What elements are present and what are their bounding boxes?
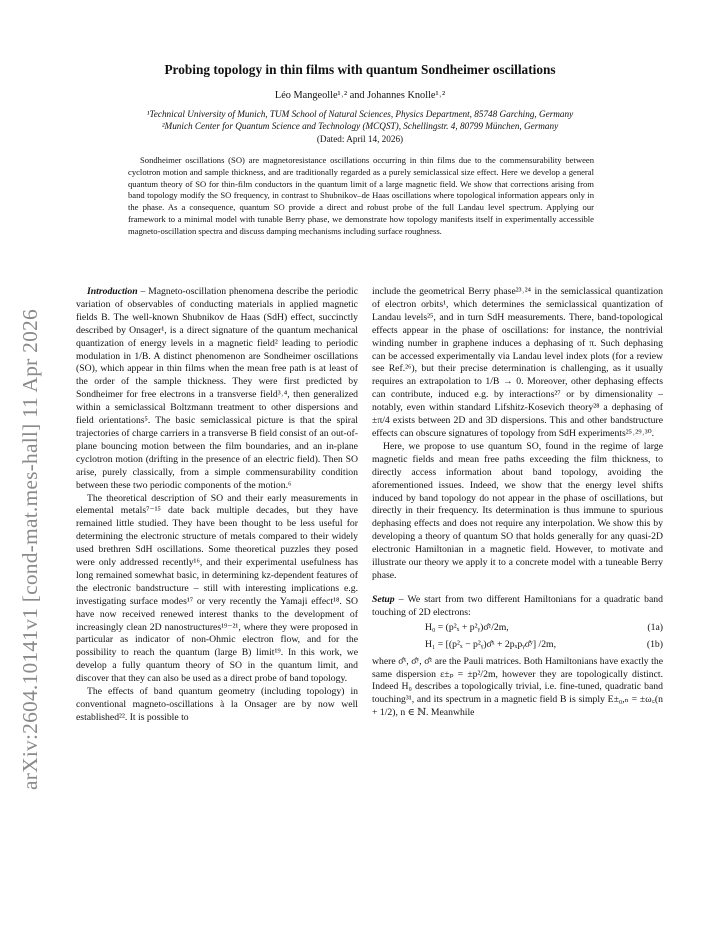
introduction-heading: Introduction bbox=[87, 286, 138, 297]
date-line: (Dated: April 14, 2026) bbox=[316, 134, 404, 144]
equation-1b bbox=[372, 639, 663, 654]
equation-number: (1b) bbox=[646, 638, 663, 650]
body-paragraph: The effects of band quantum geometry (including topology) in conventional magneto-oscillations à la Onsager are by now well established²². It is possible to bbox=[76, 686, 358, 723]
paper-title: Probing topology in thin films with quantum Sondheimer oscillations bbox=[164, 62, 556, 77]
affiliation-2: ²Munich Center for Quantum Science and Technology (MCQST), Schellingstr. 4, 80799 München, Germany bbox=[161, 121, 559, 131]
left-column bbox=[76, 286, 358, 725]
body-paragraph: Here, we propose to use quantum SO, found in the regime of large magnetic fields and mean free paths exceeding the film thickness, to directly access information about band topology, avoiding the aforementioned issues. Indeed, we show that the energy level shifts induced by band topology do not appear in the phase of oscillations, but directly in their frequency. Its determination is thus immune to spurious dephasing effects and does not require any interpolation. We show this by developing a theory of quantum SO that holds generally for any quasi-2D electronic Hamiltonian in a magnetic field. However, to motivate and illustrate our theory we apply it to a concrete model with a tuneable Berry phase. bbox=[372, 440, 663, 581]
body-paragraph: where σ̂ˣ, σ̂ʸ, σ̂ᶻ are the Pauli matrices. Both Hamiltonians have exactly the same dispersion ε±ₚ = ±p²/2m, however they are topologically distinct. Indeed H₀ describes a topologically trivial, i.e. fine-tuned, quadratic band touching³¹, and its spectrum in a magnetic field B is simply E±₀,ₙ = ±ω꜀(n + 1/2), n ∈ ℕ. Meanwhile bbox=[372, 655, 663, 719]
equation-body: H₀ = (p²ₓ + p²ᵧ)σ̂ᶻ/2m, bbox=[425, 621, 509, 633]
abstract: Sondheimer oscillations (SO) are magnetoresistance oscillations occurring in thin films due to the commensurability between cyclotron motion and sample thickness, and are traditionally regarded as a purely semiclassical size effect. Here we develop a general quantum theory of SO for thin-film conductors in the quantum limit of a large magnetic field. We show that corrections arising from band topology modify the SO frequency, in contrast to Shubnikov–de Haas oscillations where topological information appears only in the phase. As a consequence, quantum SO provide a direct and robust probe of the full Landau level spectrum. Applying our framework to a minimal model with tunable Berry phase, we demonstrate how topology manifests itself in experimentally accessible magneto-oscillation spectra and discuss damping mechanisms including surface roughness. bbox=[128, 155, 594, 236]
setup-paragraph bbox=[372, 594, 663, 620]
setup-heading: Setup bbox=[372, 593, 395, 605]
setup-text: – We start from two different Hamiltonians for a quadratic band touching of 2D electrons: bbox=[372, 593, 663, 618]
intro-paragraph bbox=[76, 286, 358, 493]
equation-number: (1a) bbox=[647, 621, 663, 633]
equation-body: H₁ = [(p²ₓ − p²ᵧ)σ̂ˣ + 2pₓpᵧσ̂ʸ] /2m, bbox=[425, 638, 557, 650]
body-paragraph: The theoretical description of SO and their early measurements in elemental metals⁷⁻¹⁵ date back multiple decades, but they have remained little studied. They have been thought to be less useful for determining the electronic structure of metals compared to their widely used brethren SdH oscillations. Some theoretical puzzles they posed were only addressed recently¹⁶, and their experimental usefulness has long remained somewhat basic, in determining kz-dependent features of the electronic bandstructure – still with interesting implications e.g. investigating surface modes¹⁷ or very recently the Yamaji effect¹⁸. SO have now received renewed interest thanks to the development of increasingly clean 2D nanostructures¹⁹⁻²¹, where they were proposed in particular as indicator of non-Ohmic electron flow, and for the possibility to reach the quantum (large B) limit¹⁹. In this work, we develop a fully quantum theory of SO in the quantum limit, and discover that they can also be used as a direct probe of band topology. bbox=[76, 492, 358, 685]
affiliation-1: ¹Technical University of Munich, TUM School of Natural Sciences, Physics Department, 85748 Garching, Germany bbox=[146, 109, 574, 119]
body-paragraph: include the geometrical Berry phase²³˒²⁴ in the semiclassical quantization of electron orbits¹, which determines the semiclassical quantization of Landau levels²⁵, and in turn SdH measurements. There, band-topological effects appear in the phase of oscillations: for instance, the nontrivial winding number in graphene induces a dephasing of π. Such dephasing can be accessed experimentally via Landau level index plots (for a review see Ref.²⁶), but their precise determination is challenging, as it usually requires an extrapolation to 1/B → 0. Moreover, other dephasing effects can contribute, induced e.g. by interactions²⁷ or by dimensionality – notably, even within standard Lifshitz-Kosevich theory²⁸ a dephasing of ±π/4 exists between 2D and 3D dispersions. This and other bandstructure effects can obscure signatures of topology from SdH experiments²⁵˒²⁹˒³⁰. bbox=[372, 286, 663, 439]
arxiv-identifier: arXiv:2604.10141v1 [cond-mat.mes-hall] 11 Apr 2026 bbox=[18, 309, 42, 790]
equation-1a bbox=[372, 622, 663, 637]
right-column bbox=[372, 286, 663, 720]
intro-text: – Magneto-oscillation phenomena describe the periodic variation of observables of conducting materials in applied magnetic fields B. The well-known Shubnikov de Haas (SdH) effect, succinctly described by Onsager¹, is a direct signature of the quantum mechanical quantization of energy levels in a magnetic field² leading to periodic modulation in 1/B. A distinct phenomenon are Sondheimer oscillations (SO), which appear in thin films when the mean free path is at least of the order of the sample thickness. They were first predicted by Sondheimer for free electrons in a transverse field³˒⁴, then generalized within a semiclassical Boltzmann treatment to other dispersions and field orientations⁵. The basic semiclassical picture is that the spiral trajectories of charge carriers in a transverse B field consist of an out-of-plane bouncing motion between the film boundaries, and an in-plane cyclotron motion (drifting in the presence of an electric field). Then SO arise, purely classically, from a simple commensurability condition between these two periodic components of the motion.⁶ bbox=[76, 286, 358, 491]
author-list: Léo Mangeolle¹˒² and Johannes Knolle¹˒² bbox=[274, 90, 446, 101]
